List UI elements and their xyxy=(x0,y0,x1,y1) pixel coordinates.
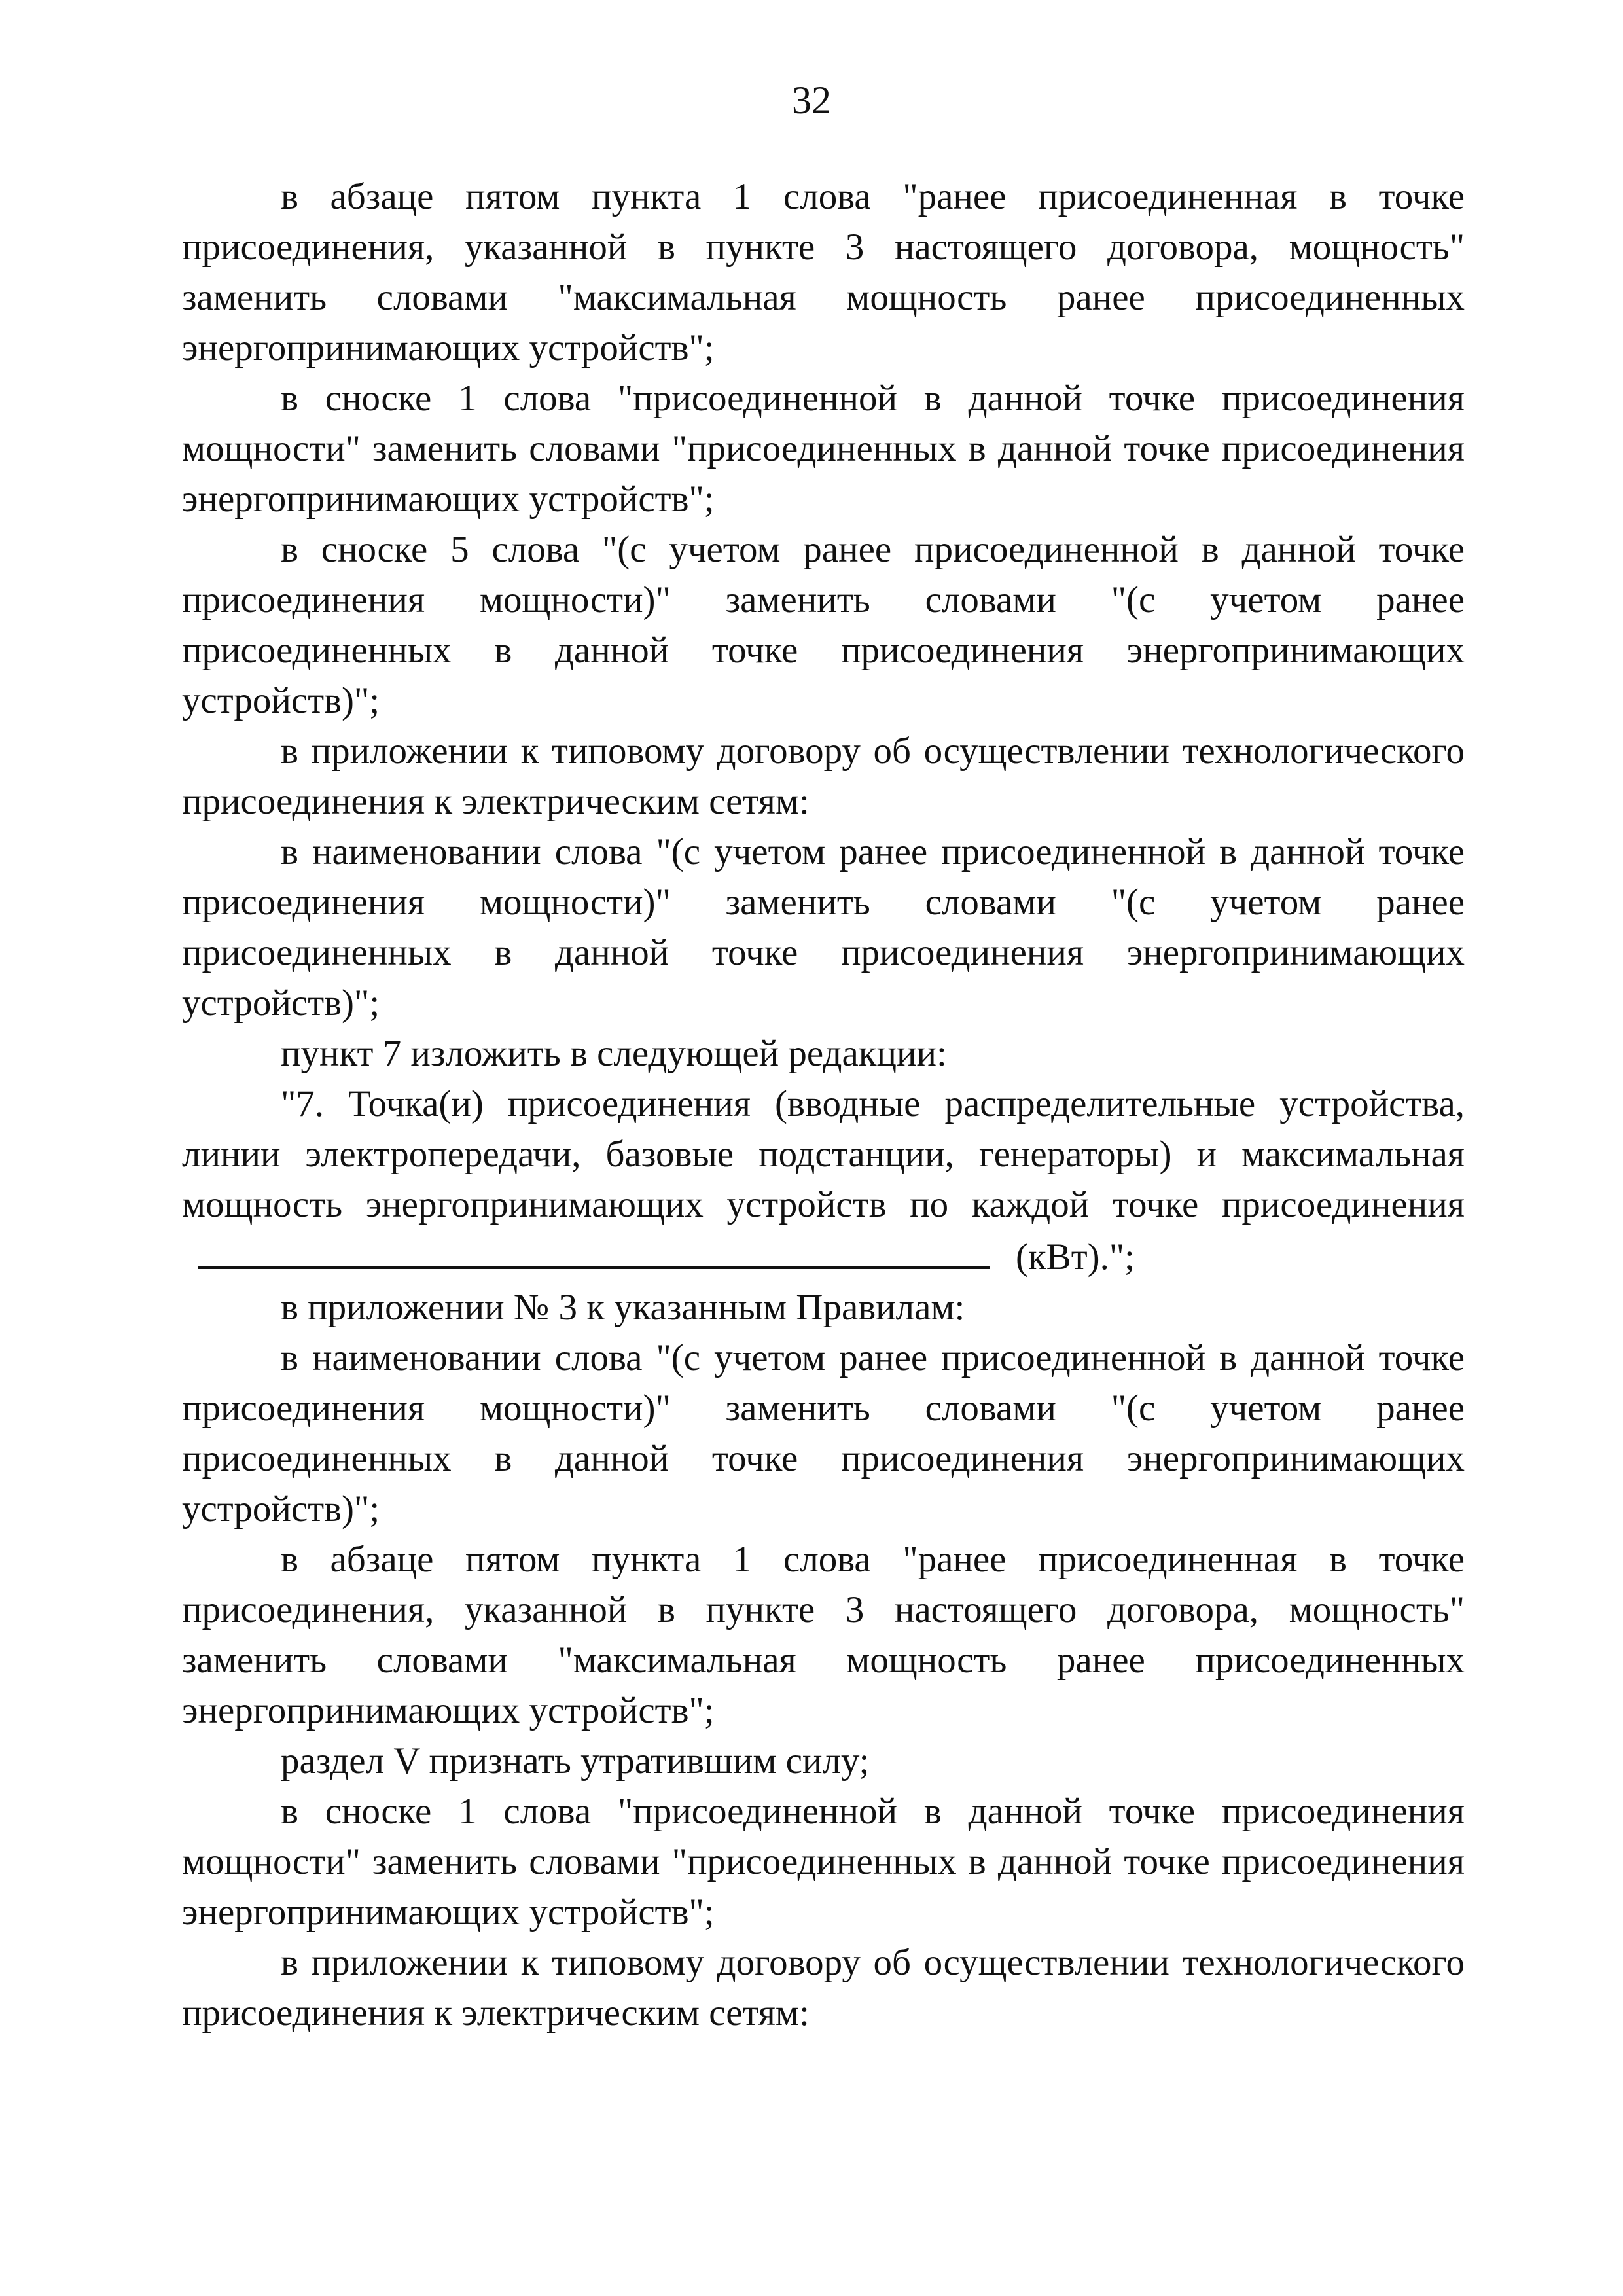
paragraph-4: в приложении к типовому договору об осуществлении технологического присоединения к электрическим сетям: xyxy=(182,730,1465,822)
point-7-text: "7. Точка(и) присоединения (вводные распределительные устройства, линии электропередачи, базовые подстанции, генераторы) и максимальная мощность энергопринимающих устройств по каждой точке присоединения xyxy=(182,1083,1465,1225)
paragraph-9: в наименовании слова "(с учетом ранее присоединенной в данной точке присоединения мощности)" заменить словами "(с учетом ранее присоединенных в данной точке присоединения энергопринимающих устройств)"; xyxy=(182,1337,1465,1530)
paragraph-13: в приложении к типовому договору об осуществлении технологического присоединения к электрическим сетям: xyxy=(182,1942,1465,2034)
paragraph-1: в абзаце пятом пункта 1 слова "ранее присоединенная в точке присоединения, указанной в пункте 3 настоящего договора, мощность" заменить словами "максимальная мощность ранее присоединенных энергопринимающих устройств"; xyxy=(182,176,1465,368)
paragraph-11: раздел V признать утратившим силу; xyxy=(281,1740,870,1782)
page-number: 32 xyxy=(792,79,831,122)
document-body xyxy=(182,171,1465,2038)
paragraph-10: в абзаце пятом пункта 1 слова "ранее присоединенная в точке присоединения, указанной в пункте 3 настоящего договора, мощность" заменить словами "максимальная мощность ранее присоединенных энергопринимающих устройств"; xyxy=(182,1539,1465,1731)
paragraph-12: в сноске 1 слова "присоединенной в данной точке присоединения мощности" заменить словами "присоединенных в данной точке присоединения энергопринимающих устройств"; xyxy=(182,1791,1465,1933)
paragraph-point-7 xyxy=(182,1079,1465,1282)
paragraph-5: в наименовании слова "(с учетом ранее присоединенной в данной точке присоединения мощности)" заменить словами "(с учетом ранее присоединенных в данной точке присоединения энергопринимающих устройств)"; xyxy=(182,831,1465,1024)
paragraph-6: пункт 7 изложить в следующей редакции: xyxy=(281,1033,947,1074)
paragraph-8: в приложении № 3 к указанным Правилам: xyxy=(281,1287,965,1328)
paragraph-2: в сноске 1 слова "присоединенной в данной точке присоединения мощности" заменить словами "присоединенных в данной точке присоединения энергопринимающих устройств"; xyxy=(182,378,1465,520)
fill-in-blank-line xyxy=(198,1230,990,1269)
point-7-unit-text: (кВт)."; xyxy=(1016,1236,1135,1278)
paragraph-3: в сноске 5 слова "(с учетом ранее присоединенной в данной точке присоединения мощности)" заменить словами "(с учетом ранее присоединенных в данной точке присоединения энергопринимающих устройств)"; xyxy=(182,529,1465,721)
